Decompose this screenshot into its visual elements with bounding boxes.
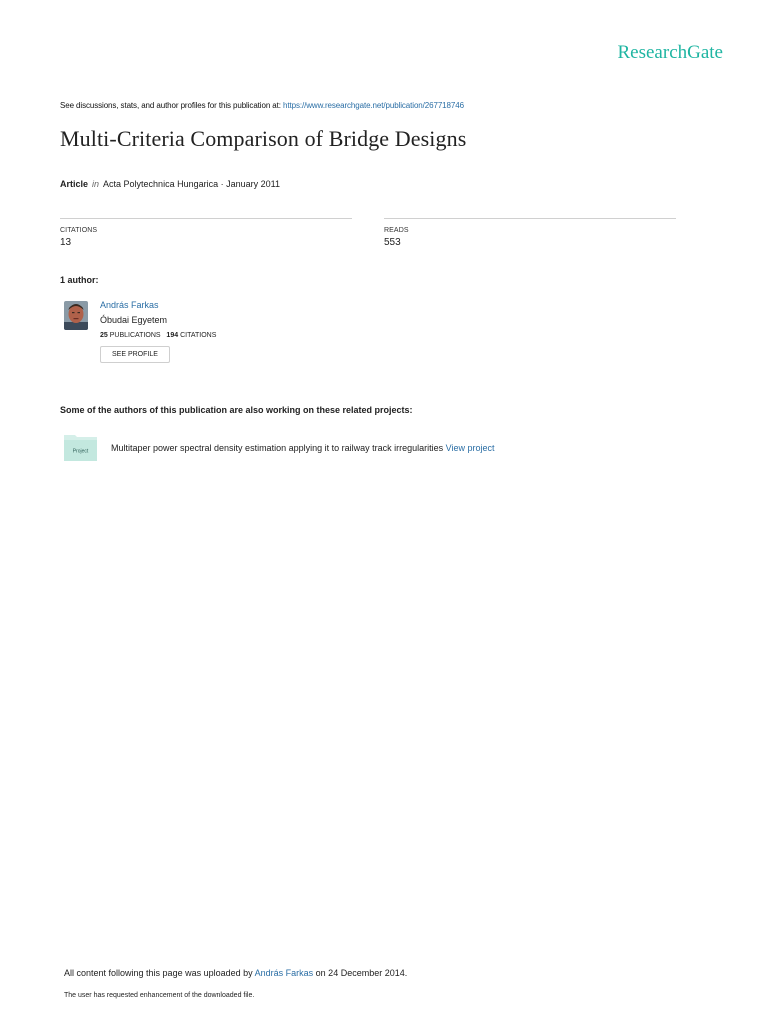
uploader-link[interactable]: András Farkas [254,968,314,978]
upload-suffix: on 24 December 2014. [313,968,408,978]
author-citations-label: CITATIONS [180,332,217,339]
related-projects-heading: Some of the authors of this publication are also working on these related projects: [60,405,413,415]
publications-count: 25 [100,332,108,339]
reads-value: 553 [384,237,401,248]
publication-url-link[interactable]: https://www.researchgate.net/publication/267718746 [283,101,464,110]
publication-title: Multi-Criteria Comparison of Bridge Designs [60,126,467,151]
in-word: in [92,179,100,189]
reads-stat [384,218,676,248]
author-citations-count: 194 [166,332,179,339]
reads-label: READS [384,227,409,234]
publications-label: PUBLICATIONS [109,332,161,339]
publication-venue: Acta Polytechnica Hungarica · January 2011 [103,179,280,189]
project-title: Multitaper power spectral density estimation applying it to railway track irregularities [111,443,444,453]
publication-meta [60,179,280,189]
researchgate-logo[interactable]: ResearchGate [617,42,723,63]
citations-stat [60,218,352,248]
project-icon-label: Project [72,448,89,455]
author-avatar[interactable] [64,301,88,330]
project-folder-icon[interactable] [64,433,97,461]
publication-type: Article [60,179,89,189]
author-stats [100,332,216,339]
see-profile-button[interactable]: SEE PROFILE [100,346,170,363]
citations-value: 13 [60,237,72,248]
author-name-link[interactable]: András Farkas [100,300,159,310]
authors-heading: 1 author: [60,275,99,285]
author-institution: Óbudai Egyetem [100,315,168,325]
see-discussions-text: See discussions, stats, and author profiles for this publication at: [60,101,284,110]
project-line [111,443,495,453]
upload-notice [64,968,407,978]
enhancement-notice: The user has requested enhancement of the downloaded file. [64,992,255,999]
view-project-link[interactable]: View project [445,443,495,453]
citations-label: CITATIONS [60,227,98,234]
author-photo-icon [64,301,88,330]
see-discussions-line [60,101,464,110]
author-card [100,300,216,363]
upload-prefix: All content following this page was uploaded by [64,968,255,978]
folder-icon [64,433,97,461]
